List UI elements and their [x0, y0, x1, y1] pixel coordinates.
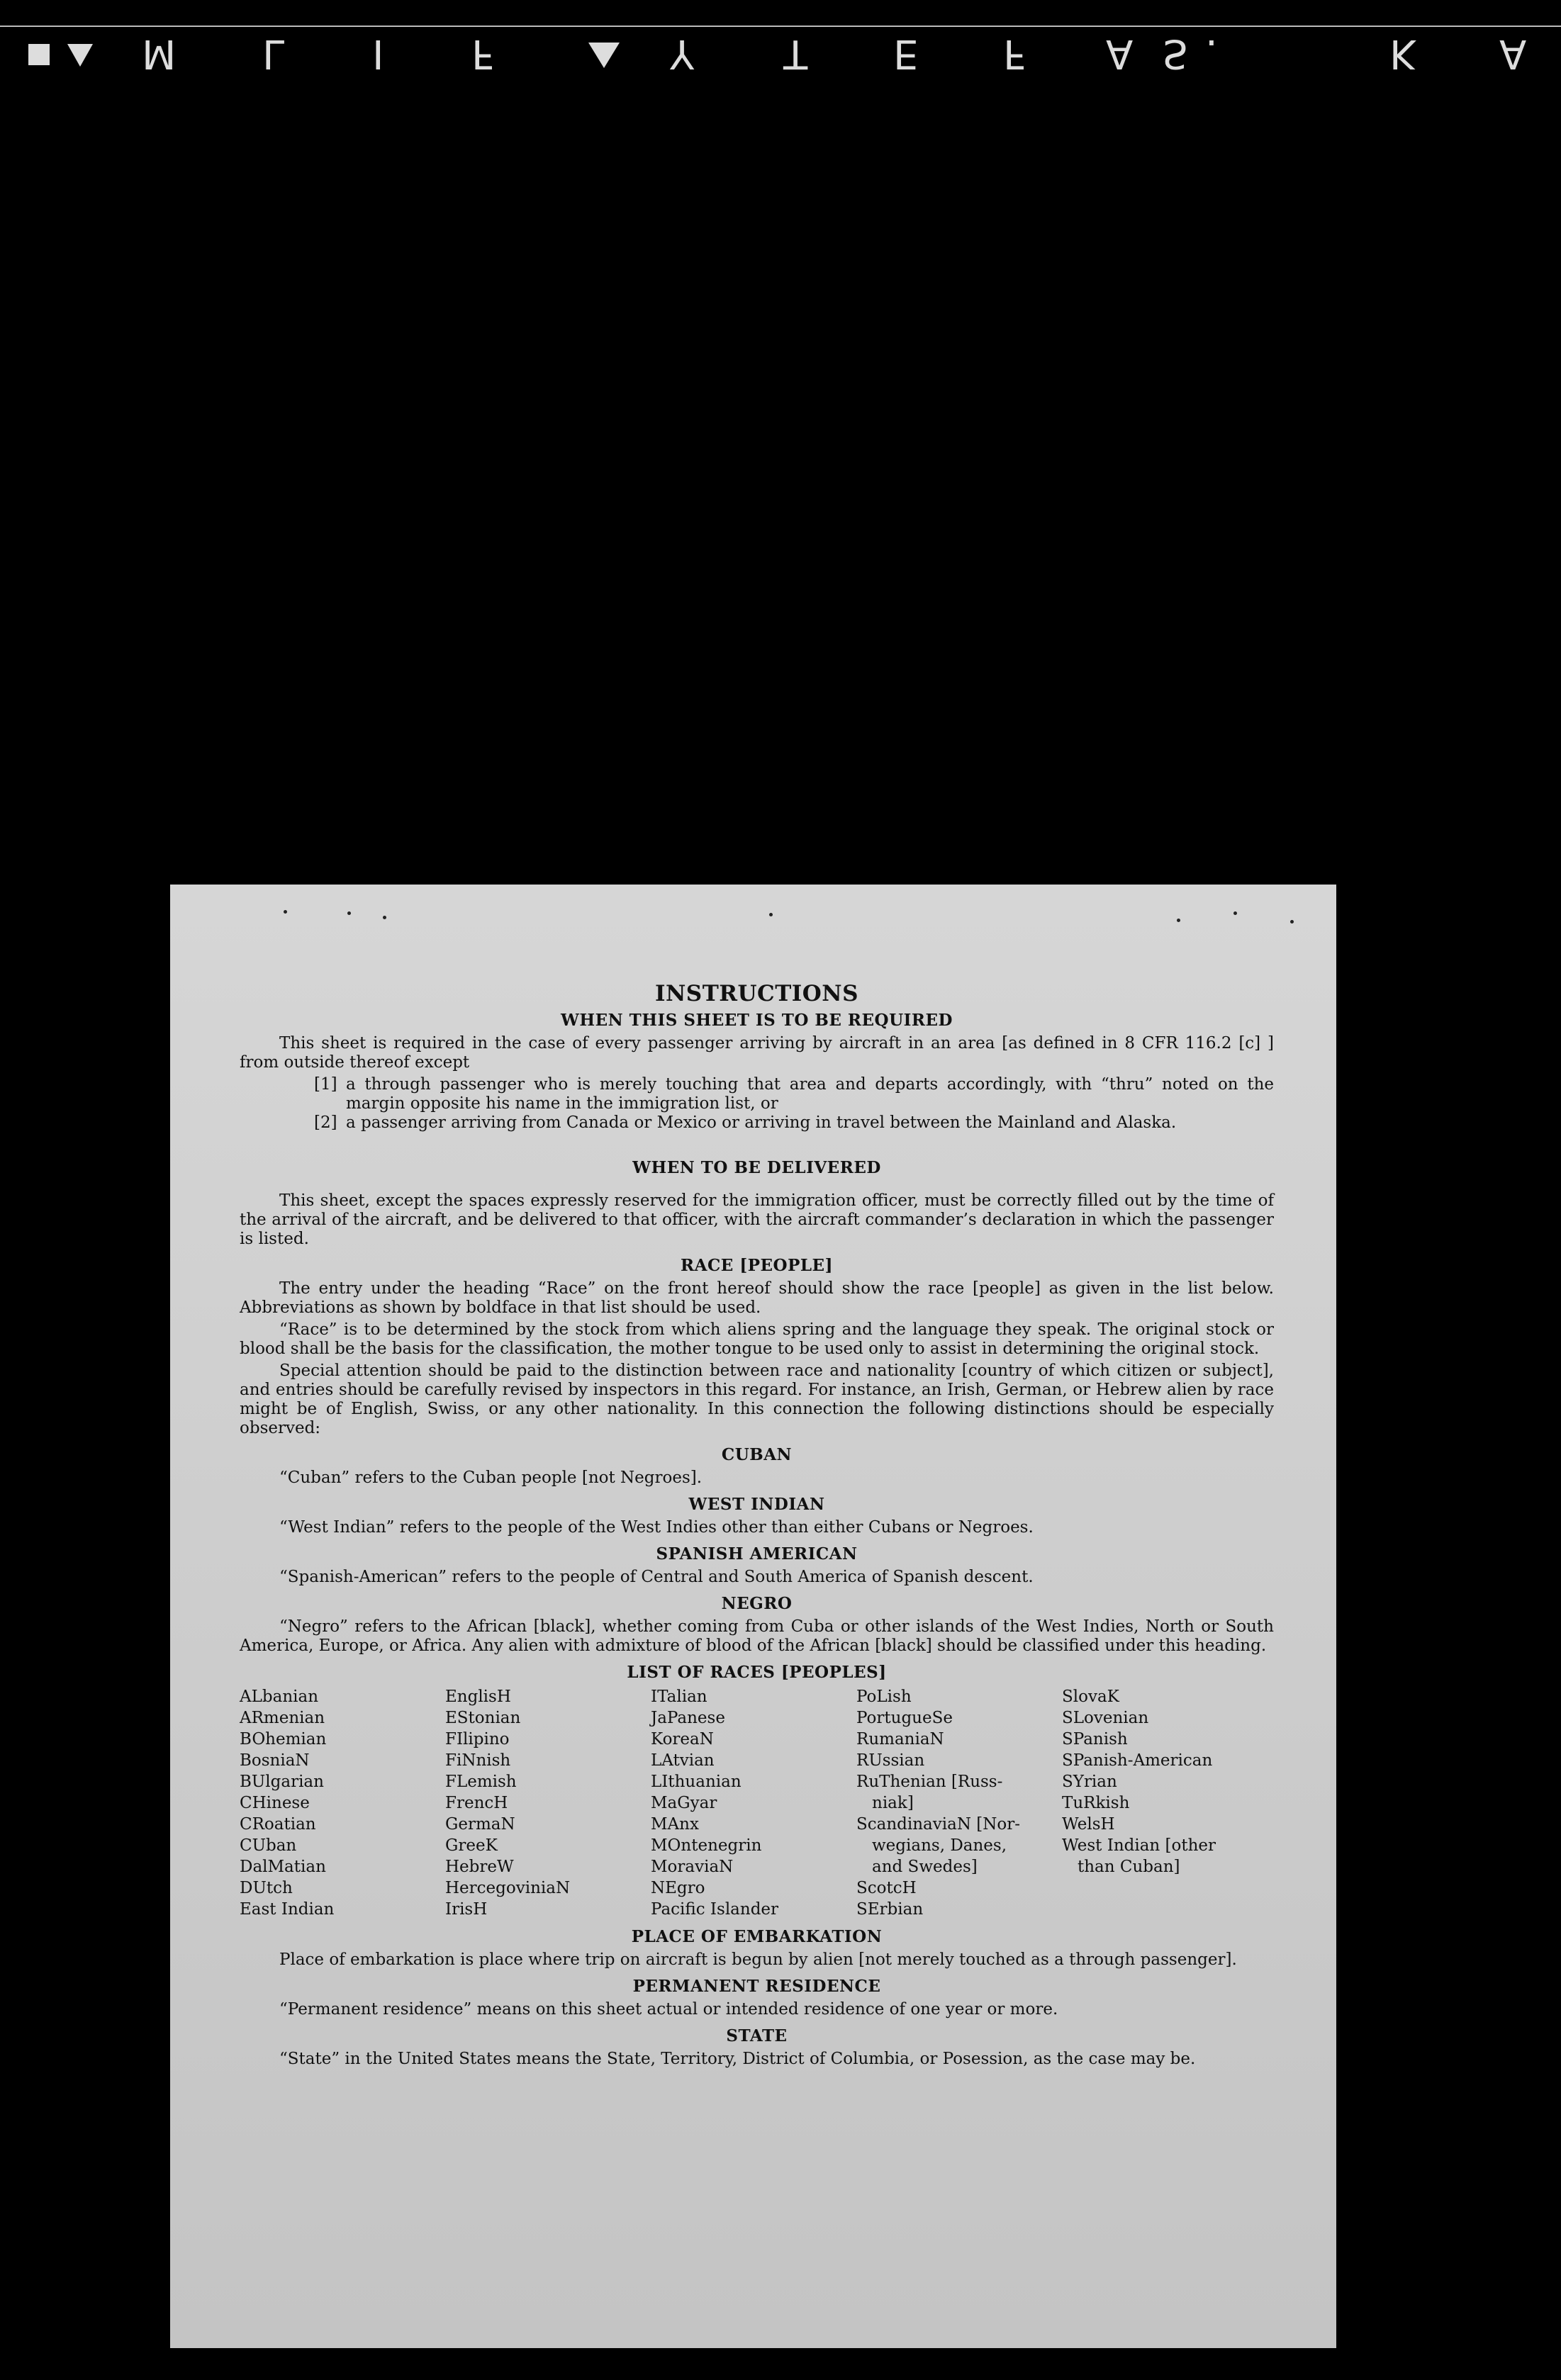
race-entry: TuRkish [1062, 1794, 1130, 1812]
race-entry: CHinese [240, 1794, 310, 1812]
race-entry: DUtch [240, 1879, 293, 1897]
race-entry: SLovenian [1062, 1709, 1149, 1727]
race-column [651, 1686, 856, 1920]
scan-speck [1290, 920, 1294, 924]
film-letter: F [1003, 30, 1026, 77]
race-entry: DalMatian [240, 1858, 326, 1876]
section-heading-state: STATE [726, 2026, 788, 2045]
race-entry: RumaniaN [856, 1730, 944, 1748]
scan-speck [1177, 919, 1180, 922]
race-list [240, 1686, 1274, 1920]
race-entry: ITalian [651, 1688, 707, 1706]
race-column [240, 1686, 445, 1920]
race-paragraph: Special attention should be paid to the distinction between race and nationality [country of which citizen or subject], and entries should be carefully revised by inspectors in this regard. For instance, an Irish, German, or Hebrew alien by race might be of English, Swiss, or any other nationality. In this connection the following distinctions should be especially observed: [240, 1362, 1274, 1437]
race-column [856, 1686, 1062, 1920]
race-column [1062, 1686, 1275, 1920]
race-entry: RUssian [856, 1751, 925, 1770]
race-entry: PortugueSe [856, 1709, 953, 1727]
race-entry: CRoatian [240, 1815, 316, 1834]
race-entry: than Cuban] [1078, 1858, 1180, 1876]
race-paragraph: “Race” is to be determined by the stock from which aliens spring and the language they speak. The original stock or blood shall be the basis for the classification, the mother tongue to be used only to assist in determining the original stock. [240, 1320, 1274, 1358]
race-entry: wegians, Danes, [872, 1836, 1007, 1855]
race-entry: CUban [240, 1836, 297, 1855]
film-letter: A [1499, 30, 1527, 77]
film-letter: . [1205, 30, 1218, 77]
race-entry: ARmenian [240, 1709, 325, 1727]
race-entry: GermaN [445, 1815, 515, 1834]
race-entry: EnglisH [445, 1688, 511, 1706]
film-edge-line [0, 26, 1561, 27]
state-text: “State” in the United States means the State, Territory, District of Columbia, or Posession, as the case may be. [279, 2050, 1196, 2068]
race-entry: HebreW [445, 1858, 514, 1876]
west-indian-text: “West Indian” refers to the people of the West Indies other than either Cubans or Negroes. [279, 1518, 1034, 1537]
race-entry: Pacific Islander [651, 1900, 779, 1919]
race-entry: ScandinaviaN [Nor- [856, 1815, 1020, 1834]
exception-text: a passenger arriving from Canada or Mexico or arriving in travel between the Mainland and Alaska. [346, 1113, 1177, 1132]
race-entry: KoreaN [651, 1730, 714, 1748]
race-entry: JaPanese [651, 1709, 725, 1727]
cuban-text: “Cuban” refers to the Cuban people [not Negroes]. [279, 1469, 703, 1487]
exception-item [314, 1113, 1274, 1133]
race-entry: HercegoviniaN [445, 1879, 571, 1897]
race-entry: SlovaK [1062, 1688, 1119, 1706]
race-entry: ScotcH [856, 1879, 917, 1897]
race-entry: East Indian [240, 1900, 335, 1919]
exception-list [240, 1075, 1274, 1133]
film-letter: I [372, 30, 384, 77]
instruction-sheet [170, 885, 1336, 2348]
race-entry: niak] [872, 1794, 914, 1812]
race-entry: LAtvian [651, 1751, 715, 1770]
film-letter: F [471, 30, 495, 77]
film-letter: A [1106, 30, 1134, 77]
race-entry: MoraviaN [651, 1858, 734, 1876]
race-entry: FiNnish [445, 1751, 511, 1770]
race-entry: FIlipino [445, 1730, 510, 1748]
permanent-residence-text: “Permanent residence” means on this sheet actual or intended residence of one year or more. [279, 2000, 1058, 2019]
race-entry: IrisH [445, 1900, 488, 1919]
race-entry: SErbian [856, 1900, 924, 1919]
section-heading-list-of-races: LIST OF RACES [PEOPLES] [627, 1663, 887, 1682]
scan-speck [769, 913, 773, 916]
section-heading-permanent-residence: PERMANENT RESIDENCE [632, 1977, 881, 1996]
when-delivered-text: This sheet, except the spaces expressly reserved for the immigration officer, must be correctly filled out by the time of the arrival of the aircraft, and be delivered to that officer, with the aircraft commander’s declaration in which the passenger is listed. [240, 1191, 1274, 1248]
race-entry: NEgro [651, 1879, 705, 1897]
race-entry: LIthuanian [651, 1773, 742, 1791]
place-of-embarkation-text: Place of embarkation is place where trip on aircraft is begun by alien [not merely touched as a through passenger]. [279, 1950, 1237, 1969]
race-entry: SPanish [1062, 1730, 1128, 1748]
race-entry: RuThenian [Russ- [856, 1773, 1003, 1791]
scan-speck [383, 916, 386, 919]
scan-speck [347, 911, 351, 915]
race-paragraph: The entry under the heading “Race” on the front hereof should show the race [people] as given in the list below. Abbreviations as shown by boldface in that list should be used. [240, 1279, 1274, 1317]
film-strip-edge [0, 0, 1561, 85]
race-entry: FrencH [445, 1794, 508, 1812]
film-letter: E [893, 30, 919, 77]
scan-speck [1233, 911, 1237, 915]
section-heading-negro: NEGRO [721, 1594, 793, 1613]
section-heading-west-indian: WEST INDIAN [688, 1495, 825, 1514]
film-letter: S [1163, 30, 1188, 77]
race-entry: MAnx [651, 1815, 699, 1834]
exception-text: a through passenger who is merely touching that area and departs accordingly, with “thru” noted on the margin opposite his name in the immigration list, or [346, 1075, 1274, 1113]
exception-number: [2] [314, 1113, 337, 1132]
race-entry: West Indian [other [1062, 1836, 1216, 1855]
race-entry: SPanish-American [1062, 1751, 1213, 1770]
section-heading-when-delivered: WHEN TO BE DELIVERED [632, 1158, 881, 1177]
spanish-american-text: “Spanish-American” refers to the people of Central and South America of Spanish descent. [279, 1568, 1034, 1586]
film-letter: T [783, 30, 808, 77]
film-letter: Y [670, 30, 695, 77]
race-entry: ALbanian [240, 1688, 319, 1706]
section-heading-place-of-embarkation: PLACE OF EMBARKATION [631, 1927, 883, 1946]
film-letter: M [142, 30, 177, 77]
page-title: INSTRUCTIONS [654, 981, 859, 1006]
race-column [445, 1686, 651, 1920]
film-letter: K [1389, 30, 1416, 77]
race-entry: GreeK [445, 1836, 498, 1855]
race-entry: BUlgarian [240, 1773, 324, 1791]
exception-item [314, 1075, 1274, 1113]
race-entry: and Swedes] [872, 1858, 978, 1876]
race-entry: BOhemian [240, 1730, 327, 1748]
section-heading-spanish-american: SPANISH AMERICAN [656, 1544, 858, 1564]
race-entry: MaGyar [651, 1794, 717, 1812]
race-entry: EStonian [445, 1709, 521, 1727]
race-entry: MOntenegrin [651, 1836, 762, 1855]
race-entry: BosniaN [240, 1751, 310, 1770]
section-heading-when-required: WHEN THIS SHEET IS TO BE REQUIRED [561, 1011, 953, 1030]
race-entry: WelsH [1062, 1815, 1115, 1834]
film-edge-lettering [0, 28, 1561, 78]
film-letter: L [262, 30, 285, 77]
scan-speck [284, 910, 287, 914]
when-required-intro: This sheet is required in the case of every passenger arriving by aircraft in an area [as defined in 8 CFR 116.2 [c] ] from outside thereof except [240, 1034, 1274, 1072]
exception-number: [1] [314, 1075, 337, 1094]
section-heading-cuban: CUBAN [721, 1445, 793, 1464]
negro-text: “Negro” refers to the African [black], whether coming from Cuba or other islands of the West Indies, North or South America, Europe, or Africa. Any alien with admixture of blood of the African [black] should be classified under this heading. [240, 1617, 1274, 1655]
race-entry: SYrian [1062, 1773, 1117, 1791]
race-entry: PoLish [856, 1688, 912, 1706]
race-entry: FLemish [445, 1773, 517, 1791]
section-heading-race: RACE [PEOPLE] [681, 1256, 833, 1275]
